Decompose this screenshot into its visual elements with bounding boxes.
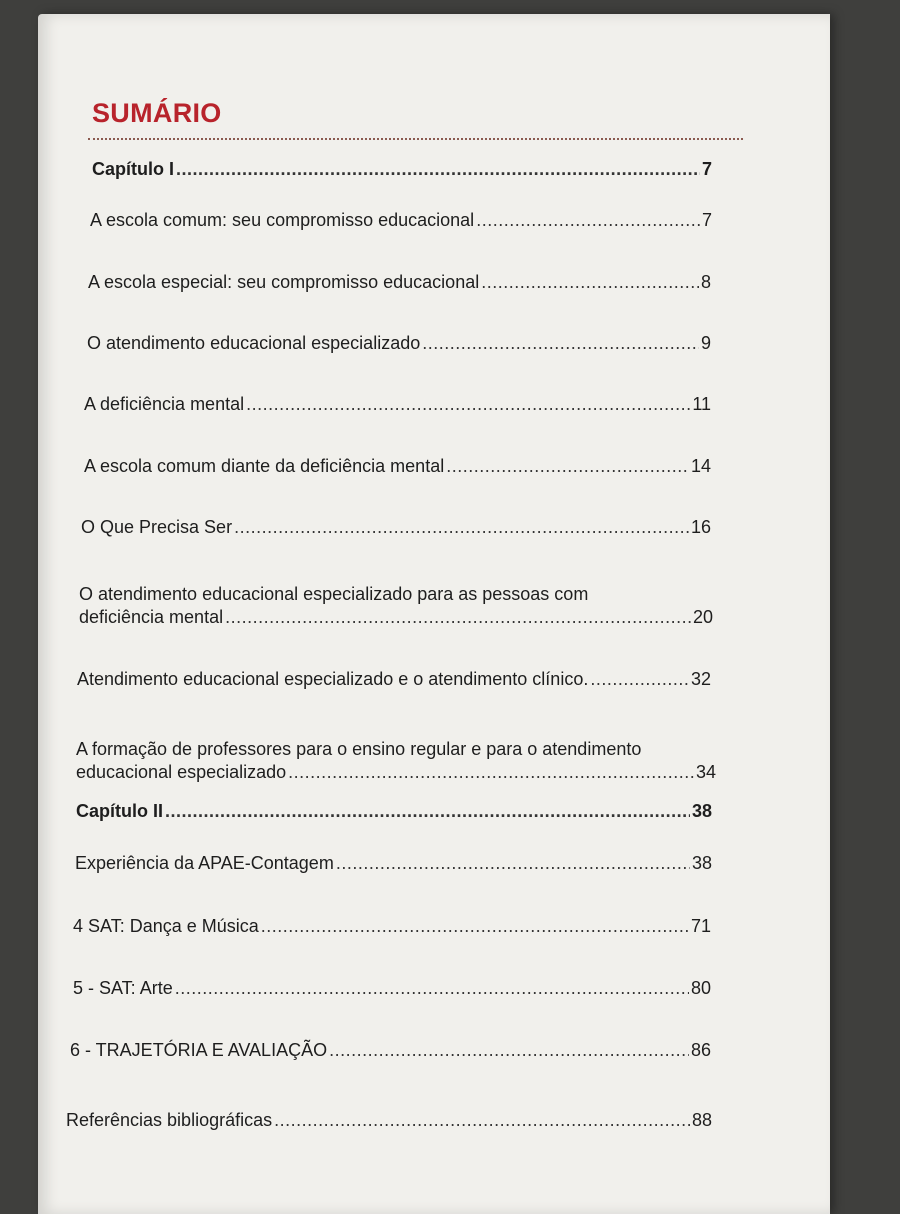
toc-title: O atendimento educacional especializado xyxy=(87,333,421,353)
toc-page-number: 7 xyxy=(701,159,712,179)
toc-page-number: 7 xyxy=(701,210,712,230)
toc-page-number: 8 xyxy=(700,272,711,292)
toc-leader-dots xyxy=(481,271,699,294)
toc-entry xyxy=(76,800,712,823)
toc-entry xyxy=(88,271,711,294)
toc-leader-dots xyxy=(336,852,690,875)
toc-page-number: 20 xyxy=(692,607,713,627)
toc-entry xyxy=(84,455,711,478)
page-title: SUMÁRIO xyxy=(92,98,222,128)
toc-page-number: 34 xyxy=(695,762,716,782)
toc-title: Capítulo I xyxy=(92,159,174,179)
toc-title: 4 SAT: Dança e Música xyxy=(73,916,259,936)
toc-entry xyxy=(73,977,711,1000)
toc-page-number: 88 xyxy=(691,1110,712,1130)
toc-title: A escola especial: seu compromisso educacional xyxy=(88,272,480,292)
toc-title: 5 - SAT: Arte xyxy=(73,978,173,998)
toc-leader-dots xyxy=(234,516,689,539)
toc-page-number: 11 xyxy=(692,394,711,414)
toc-title: deficiência mental xyxy=(79,607,224,627)
toc-title: A escola comum: seu compromisso educacional xyxy=(90,210,475,230)
toc-leader-dots xyxy=(176,158,700,181)
toc-leader-dots xyxy=(422,332,699,355)
toc-entry xyxy=(87,332,711,355)
toc-entry xyxy=(81,516,711,539)
toc-title: A escola comum diante da deficiência mental xyxy=(84,456,445,476)
toc-entry xyxy=(92,158,712,181)
toc-page-number: 38 xyxy=(691,801,712,821)
toc-leader-dots xyxy=(246,393,690,416)
heading-dotted-rule xyxy=(88,138,743,140)
toc-leader-dots xyxy=(274,1109,690,1132)
toc-title-line1: A formação de professores para o ensino regular e para o atendimento xyxy=(76,739,642,759)
toc-page-number: 16 xyxy=(690,517,711,537)
toc-title: Experiência da APAE-Contagem xyxy=(75,853,334,873)
toc-title: educacional especializado xyxy=(76,762,287,782)
toc-title: O Que Precisa Ser xyxy=(81,517,233,537)
toc-leader-dots xyxy=(329,1039,689,1062)
toc-entry xyxy=(90,209,712,232)
toc-entry xyxy=(73,915,711,938)
toc-entry xyxy=(84,393,711,416)
toc-leader-dots xyxy=(165,800,690,823)
toc-leader-dots xyxy=(288,761,694,784)
toc-leader-dots xyxy=(476,209,700,232)
toc-entry xyxy=(75,852,712,875)
toc-title: Capítulo II xyxy=(76,801,163,821)
toc-page-number: 71 xyxy=(690,916,711,936)
toc-page-number: 38 xyxy=(691,853,712,873)
toc-page-number: 9 xyxy=(700,333,711,353)
toc-title: Atendimento educacional especializado e o atendimento clínico. xyxy=(77,669,589,689)
toc-leader-dots xyxy=(175,977,689,1000)
toc-title: Referências bibliográficas xyxy=(66,1110,273,1130)
toc-title-line1: O atendimento educacional especializado para as pessoas com xyxy=(79,584,589,604)
toc-entry xyxy=(79,583,713,629)
toc-title: 6 - TRAJETÓRIA E AVALIAÇÃO xyxy=(70,1040,328,1060)
toc-leader-dots xyxy=(261,915,689,938)
toc-page-number: 32 xyxy=(690,669,711,689)
toc-page-number: 86 xyxy=(690,1040,711,1060)
toc-page-number: 14 xyxy=(690,456,711,476)
toc-entry xyxy=(77,668,711,691)
toc-leader-dots xyxy=(446,455,689,478)
toc-leader-dots xyxy=(590,668,689,691)
toc-leader-dots xyxy=(225,606,691,629)
toc-title: A deficiência mental xyxy=(84,394,245,414)
toc-page-number: 80 xyxy=(690,978,711,998)
toc-entry xyxy=(66,1109,712,1132)
toc-entry xyxy=(70,1039,711,1062)
toc-entry xyxy=(76,738,716,784)
